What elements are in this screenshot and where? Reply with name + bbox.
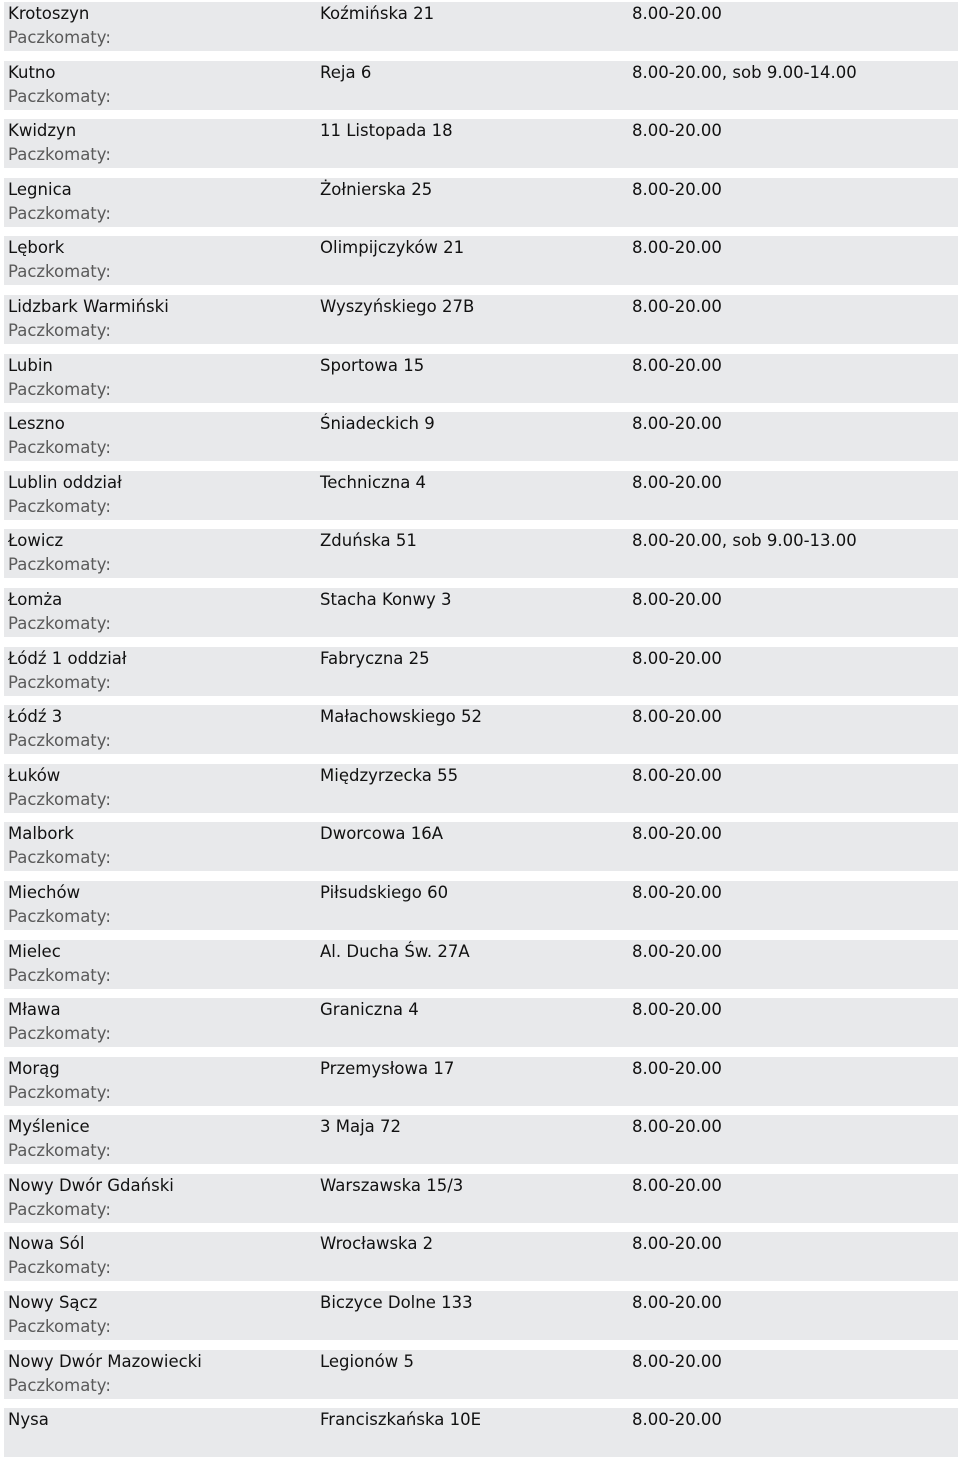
street-address: Wrocławska 2 (320, 1234, 434, 1254)
table-row (4, 117, 958, 176)
city-name: Miechów (8, 882, 81, 902)
lockers-label: Paczkomaty: (8, 320, 111, 340)
city-name: Kutno (8, 62, 56, 82)
opening-hours: 8.00-20.00 (632, 765, 722, 785)
city-name: Morąg (8, 1058, 60, 1078)
row-background (4, 764, 958, 813)
city-name: Malbork (8, 824, 74, 844)
opening-hours: 8.00-20.00 (632, 824, 722, 844)
table-row (4, 527, 958, 586)
opening-hours: 8.00-20.00 (632, 589, 722, 609)
street-address: Wyszyńskiego 27B (320, 296, 475, 316)
street-address: Śniadeckich 9 (320, 414, 435, 434)
table-row (4, 0, 958, 59)
city-name: Mielec (8, 941, 61, 961)
lockers-label: Paczkomaty: (8, 1375, 111, 1395)
lockers-label: Paczkomaty: (8, 906, 111, 926)
opening-hours: 8.00-20.00 (632, 238, 722, 258)
opening-hours: 8.00-20.00 (632, 1234, 722, 1254)
table-row (4, 996, 958, 1055)
table-row (4, 820, 958, 879)
opening-hours: 8.00-20.00 (632, 355, 722, 375)
lockers-label: Paczkomaty: (8, 496, 111, 516)
street-address: Graniczna 4 (320, 1000, 419, 1020)
city-name: Lębork (8, 238, 65, 258)
opening-hours: 8.00-20.00 (632, 1175, 722, 1195)
table-row (4, 176, 958, 235)
opening-hours: 8.00-20.00 (632, 179, 722, 199)
row-background (4, 881, 958, 930)
table-row (4, 1289, 958, 1348)
lockers-label: Paczkomaty: (8, 262, 111, 282)
street-address: Al. Ducha Św. 27A (320, 941, 470, 961)
street-address: Koźmińska 21 (320, 4, 435, 23)
city-name: Myślenice (8, 1117, 90, 1137)
opening-hours: 8.00-20.00 (632, 1410, 722, 1430)
street-address: Fabryczna 25 (320, 648, 430, 668)
lockers-label: Paczkomaty: (8, 1258, 111, 1278)
lockers-label: Paczkomaty: (8, 1082, 111, 1102)
table-row (4, 1055, 958, 1114)
city-name: Lublin oddział (8, 472, 122, 492)
row-background (4, 119, 958, 168)
street-address: Techniczna 4 (320, 472, 427, 492)
opening-hours: 8.00-20.00 (632, 1117, 722, 1137)
city-name: Nowa Sól (8, 1234, 85, 1254)
opening-hours: 8.00-20.00 (632, 1058, 722, 1078)
street-address: Sportowa 15 (320, 355, 425, 375)
lockers-label: Paczkomaty: (8, 1199, 111, 1219)
row-background (4, 412, 958, 461)
city-name: Nowy Sącz (8, 1293, 98, 1313)
table-row (4, 645, 958, 704)
opening-hours: 8.00-20.00 (632, 882, 722, 902)
street-address: Międzyrzecka 55 (320, 765, 459, 785)
city-name: Łowicz (8, 531, 64, 551)
street-address: 11 Listopada 18 (320, 121, 453, 141)
street-address: Stacha Konwy 3 (320, 589, 452, 609)
lockers-label: Paczkomaty: (8, 789, 111, 809)
table-row (4, 352, 958, 411)
opening-hours: 8.00-20.00 (632, 648, 722, 668)
opening-hours: 8.00-20.00 (632, 1293, 722, 1313)
street-address: Żołnierska 25 (320, 179, 433, 199)
lockers-label: Paczkomaty: (8, 672, 111, 692)
lockers-label: Paczkomaty: (8, 438, 111, 458)
city-name: Łódź 3 (8, 707, 63, 727)
street-address: Biczyce Dolne 133 (320, 1293, 473, 1313)
lockers-label: Paczkomaty: (8, 965, 111, 985)
lockers-label: Paczkomaty: (8, 145, 111, 165)
city-name: Leszno (8, 414, 65, 434)
row-background (4, 1115, 958, 1164)
lockers-label: Paczkomaty: (8, 848, 111, 868)
table-row (4, 1406, 958, 1465)
lockers-label: Paczkomaty: (8, 1141, 111, 1161)
street-address: 3 Maja 72 (320, 1117, 402, 1137)
lockers-label: Paczkomaty: (8, 731, 111, 751)
row-background (4, 1057, 958, 1106)
city-name: Mława (8, 1000, 61, 1020)
row-background (4, 236, 958, 285)
table-row (4, 410, 958, 469)
street-address: Legionów 5 (320, 1351, 414, 1371)
table-row (4, 59, 958, 118)
city-name: Nowy Dwór Gdański (8, 1175, 174, 1195)
city-name: Kwidzyn (8, 121, 77, 141)
city-name: Łomża (8, 589, 63, 609)
opening-hours: 8.00-20.00, sob 9.00-14.00 (632, 62, 857, 82)
table-row (4, 879, 958, 938)
table-row (4, 1348, 958, 1407)
lockers-label: Paczkomaty: (8, 379, 111, 399)
city-name: Lidzbark Warmiński (8, 296, 169, 316)
street-address: Zduńska 51 (320, 531, 417, 551)
city-name: Nowy Dwór Mazowiecki (8, 1351, 202, 1371)
row-background (4, 1232, 958, 1281)
opening-hours: 8.00-20.00 (632, 707, 722, 727)
opening-hours: 8.00-20.00 (632, 1351, 722, 1371)
table-row (4, 469, 958, 528)
opening-hours: 8.00-20.00 (632, 4, 722, 23)
lockers-label: Paczkomaty: (8, 555, 111, 575)
row-background (4, 822, 958, 871)
opening-hours: 8.00-20.00 (632, 472, 722, 492)
row-background (4, 2, 958, 51)
street-address: Piłsudskiego 60 (320, 882, 449, 902)
street-address: Warszawska 15/3 (320, 1175, 464, 1195)
opening-hours: 8.00-20.00 (632, 414, 722, 434)
row-background (4, 1291, 958, 1340)
lockers-label: Paczkomaty: (8, 28, 111, 47)
table-row (4, 938, 958, 997)
street-address: Franciszkańska 10E (320, 1410, 482, 1430)
table-row (4, 1230, 958, 1289)
table-row (4, 1172, 958, 1231)
city-name: Nysa (8, 1410, 49, 1430)
street-address: Reja 6 (320, 62, 372, 82)
table-row (4, 703, 958, 762)
branch-table (4, 0, 958, 1465)
opening-hours: 8.00-20.00 (632, 1000, 722, 1020)
city-name: Legnica (8, 179, 72, 199)
opening-hours: 8.00-20.00 (632, 941, 722, 961)
city-name: Łódź 1 oddział (8, 648, 127, 668)
row-background (4, 588, 958, 637)
row-background (4, 647, 958, 696)
opening-hours: 8.00-20.00 (632, 296, 722, 316)
street-address: Małachowskiego 52 (320, 707, 482, 727)
city-name: Krotoszyn (8, 4, 90, 23)
row-background (4, 178, 958, 227)
lockers-label: Paczkomaty: (8, 1317, 111, 1337)
row-background (4, 998, 958, 1047)
table-row (4, 762, 958, 821)
row-background (4, 354, 958, 403)
opening-hours: 8.00-20.00, sob 9.00-13.00 (632, 531, 857, 551)
lockers-label: Paczkomaty: (8, 203, 111, 223)
row-background (4, 940, 958, 989)
lockers-label: Paczkomaty: (8, 1024, 111, 1044)
city-name: Lubin (8, 355, 53, 375)
table-row (4, 1113, 958, 1172)
lockers-label: Paczkomaty: (8, 86, 111, 106)
street-address: Dworcowa 16A (320, 824, 444, 844)
street-address: Olimpijczyków 21 (320, 238, 465, 258)
opening-hours: 8.00-20.00 (632, 121, 722, 141)
table-row (4, 586, 958, 645)
row-background (4, 471, 958, 520)
street-address: Przemysłowa 17 (320, 1058, 455, 1078)
table-row (4, 293, 958, 352)
lockers-label: Paczkomaty: (8, 613, 111, 633)
city-name: Łuków (8, 765, 61, 785)
table-row (4, 234, 958, 293)
